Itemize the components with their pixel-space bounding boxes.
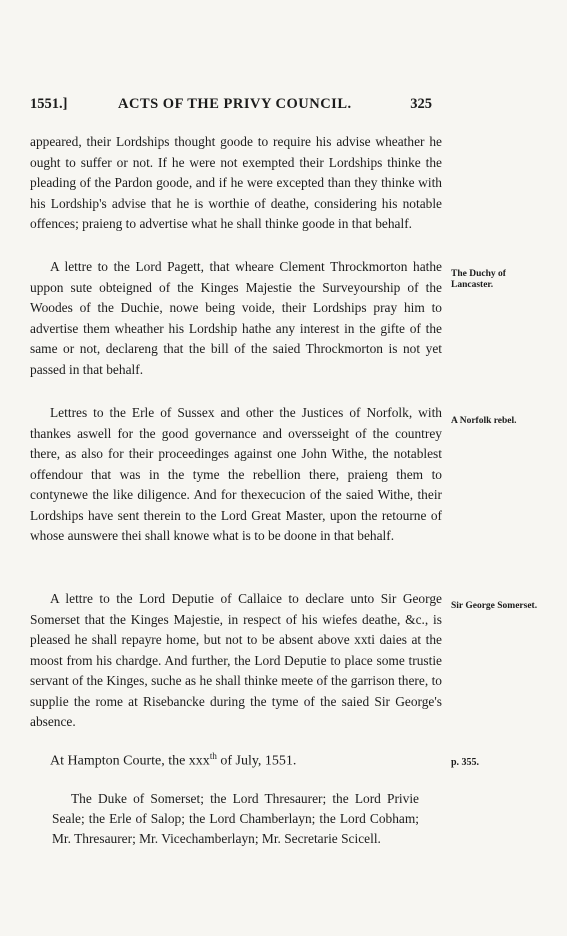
- paragraph-letters-sussex: [30, 403, 442, 547]
- paragraph-continuation: [30, 132, 442, 235]
- paragraph-text: Lettres to the Erle of Sussex and other the Justices of Norfolk, with thankes aswell for the good governance and oversseight of the countrey there, as also for their proceedinges against one John Withe, the notablest offendour that was in the tyme the rebellion there, praieng them to contynewe the like diligence. And for thexecucion of the saied Withe, their Lordships have sent therein to the Lord Great Master, upon the retourne of whose aunswere thei shall knowe what is to be doone in that behalf.: [30, 405, 442, 543]
- margin-note-norfolk-rebel: A Norfolk rebel.: [451, 416, 517, 426]
- paragraph-text: A lettre to the Lord Deputie of Callaice to declare unto Sir George Somerset that the Kinges Majestie, in respect of his wiefes deathe, &c., is pleased he shall repayre home, but not to be absent above xxti daies at the moost from his chardge. And further, the Lord Deputie to place some trustie servant of the Kinges, suche as he shall thinke meete of the garrison there, to supplie the rome at Risebancke during the tyme of the saied Sir George's absence.: [30, 591, 442, 729]
- header-year: 1551.]: [30, 96, 68, 112]
- meeting-heading: [50, 751, 296, 770]
- margin-note-somerset: Sir George Somerset.: [451, 601, 538, 611]
- meeting-heading-end: of July, 1551.: [216, 753, 297, 769]
- meeting-heading-superscript: th: [209, 751, 217, 761]
- meeting-heading-start: At Hampton Courte, the xxx: [50, 753, 210, 769]
- page-reference: p. 355.: [451, 757, 480, 768]
- margin-note-duchy: The Duchy of Lancaster.: [451, 269, 506, 290]
- attendance-list: The Duke of Somerset; the Lord Thresaurer; the Lord Privie Seale; the Erle of Salop; the Lord Chamberlayn; the Lord Cobham; Mr. Thresaurer; Mr. Vicechamberlayn; Mr. Secretarie Scicell.: [52, 791, 419, 846]
- header-title: ACTS OF THE PRIVY COUNCIL.: [118, 96, 352, 112]
- paragraph-letter-callaice: [30, 589, 442, 733]
- paragraph-letter-pagett: [30, 257, 442, 380]
- paragraph-text: A lettre to the Lord Pagett, that wheare Clement Throckmorton hathe uppon sute obteigned of the Kinges Majestie the Surveyourship of the Woodes of the Duchie, nowe being voide, their Lordships pray him to advertise them wheather his Lordship hathe any interest in the gifte of the same or not, declareng that the bill of the saied Throckmorton is not yet passed in that behalf.: [30, 259, 442, 377]
- page-number: 325: [410, 96, 432, 112]
- running-head: [30, 96, 432, 116]
- paragraph-text: appeared, their Lordships thought goode to require his advise wheather he ought to suffer or not. If he were not exempted their Lordships thinke the pleading of the Pardon goode, and if he were excepted than they thinke with his Lordship's advise that he is worthie of deathe, considering his notable offences; praieng to advertise what he shall thinke goode in that behalf.: [30, 134, 442, 231]
